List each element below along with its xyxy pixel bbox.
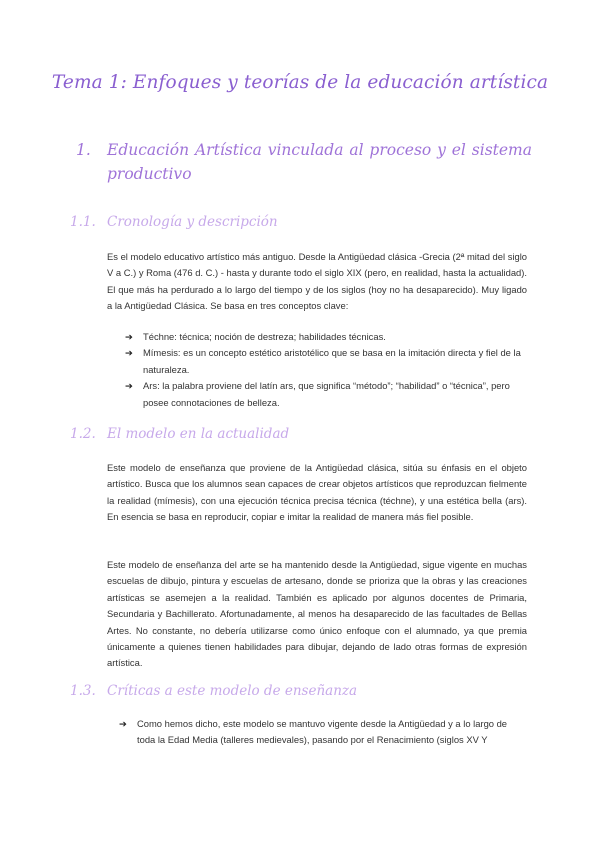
list-item: ➔ Téchne: técnica; noción de destreza; habilidades técnicas.	[125, 329, 527, 345]
subsection-number: 1.2.	[70, 426, 96, 442]
arrow-bullet-icon: ➔	[125, 347, 133, 359]
paragraph-current-model-2: Este modelo de enseñanza del arte se ha mantenido desde la Antigüedad, sigue vigente en muchas escuelas de dibujo, pintura y escuelas de artesano, donde se prioriza que la obras y las creaciones artísticas se asemejen a la realidad. También es aplicado por algunos docentes de Primaria, Secundaria y Bachillerato. Afortunadamente, al menos ha desaparecido de las facultades de Bellas Artes. No constante, no debería utilizarse como único enfoque con el alumnado, ya que premia únicamente a quienes tienen habilidades para dibujar, dejando de lado otras formas de expresión artística.	[107, 559, 527, 669]
key-concepts-list	[125, 329, 527, 411]
paragraph-chronology: Es el modelo educativo artístico más antiguo. Desde la Antigüedad clásica -Grecia (2ª mitad del siglo V a C.) y Roma (476 d. C.) - hasta y durante todo el siglo XIX (pero, en realidad, hasta la actualidad). El que más ha perdurado a lo largo del tiempo y de los siglos (hoy no ha desaparecido). Muy ligado a la Antigüedad Clásica. Se basa en tres conceptos clave:	[107, 251, 527, 312]
arrow-bullet-icon: ➔	[125, 380, 133, 392]
arrow-bullet-icon: ➔	[119, 718, 127, 729]
section-number: 1.	[76, 141, 91, 159]
list-item: ➔ Mímesis: es un concepto estético aristotélico que se basa en la imitación directa y fiel de la naturaleza.	[125, 347, 521, 375]
criticism-list	[119, 716, 527, 749]
page-title: Tema 1: Enfoques y teorías de la educación artística	[51, 72, 549, 93]
subsection-number: 1.3.	[70, 683, 96, 699]
subsection-title: Cronología y descripción	[107, 214, 278, 230]
subsection-number: 1.1.	[70, 214, 96, 230]
arrow-bullet-icon: ➔	[125, 331, 133, 342]
paragraph-current-model-1: Este modelo de enseñanza que proviene de la Antigüedad clásica, sitúa su énfasis en el objeto artístico. Busca que los alumnos sean capaces de crear objetos artísticos que reproduzcan fielmente la realidad (mímesis), con una ejecución técnica precisa técnica (téchne), y una estética bella (ars). En esencia se basa en reproducir, copiar e imitar la realidad de manera más fiel posible.	[107, 462, 527, 523]
subsection-title: Críticas a este modelo de enseñanza	[107, 683, 358, 699]
subsection-title: El modelo en la actualidad	[107, 426, 290, 442]
list-item: ➔ Como hemos dicho, este modelo se mantuvo vigente desde la Antigüedad y a lo largo de toda la Edad Media (talleres medievales), pasando por el Renacimiento (siglos XV Y	[119, 718, 508, 746]
list-item: ➔ Ars: la palabra proviene del latín ars, que significa “método”; “habilidad” o “técnica”, pero posee connotaciones de belleza.	[125, 380, 510, 408]
section-title: Educación Artística vinculada al proceso y el sistema productivo	[107, 141, 532, 183]
